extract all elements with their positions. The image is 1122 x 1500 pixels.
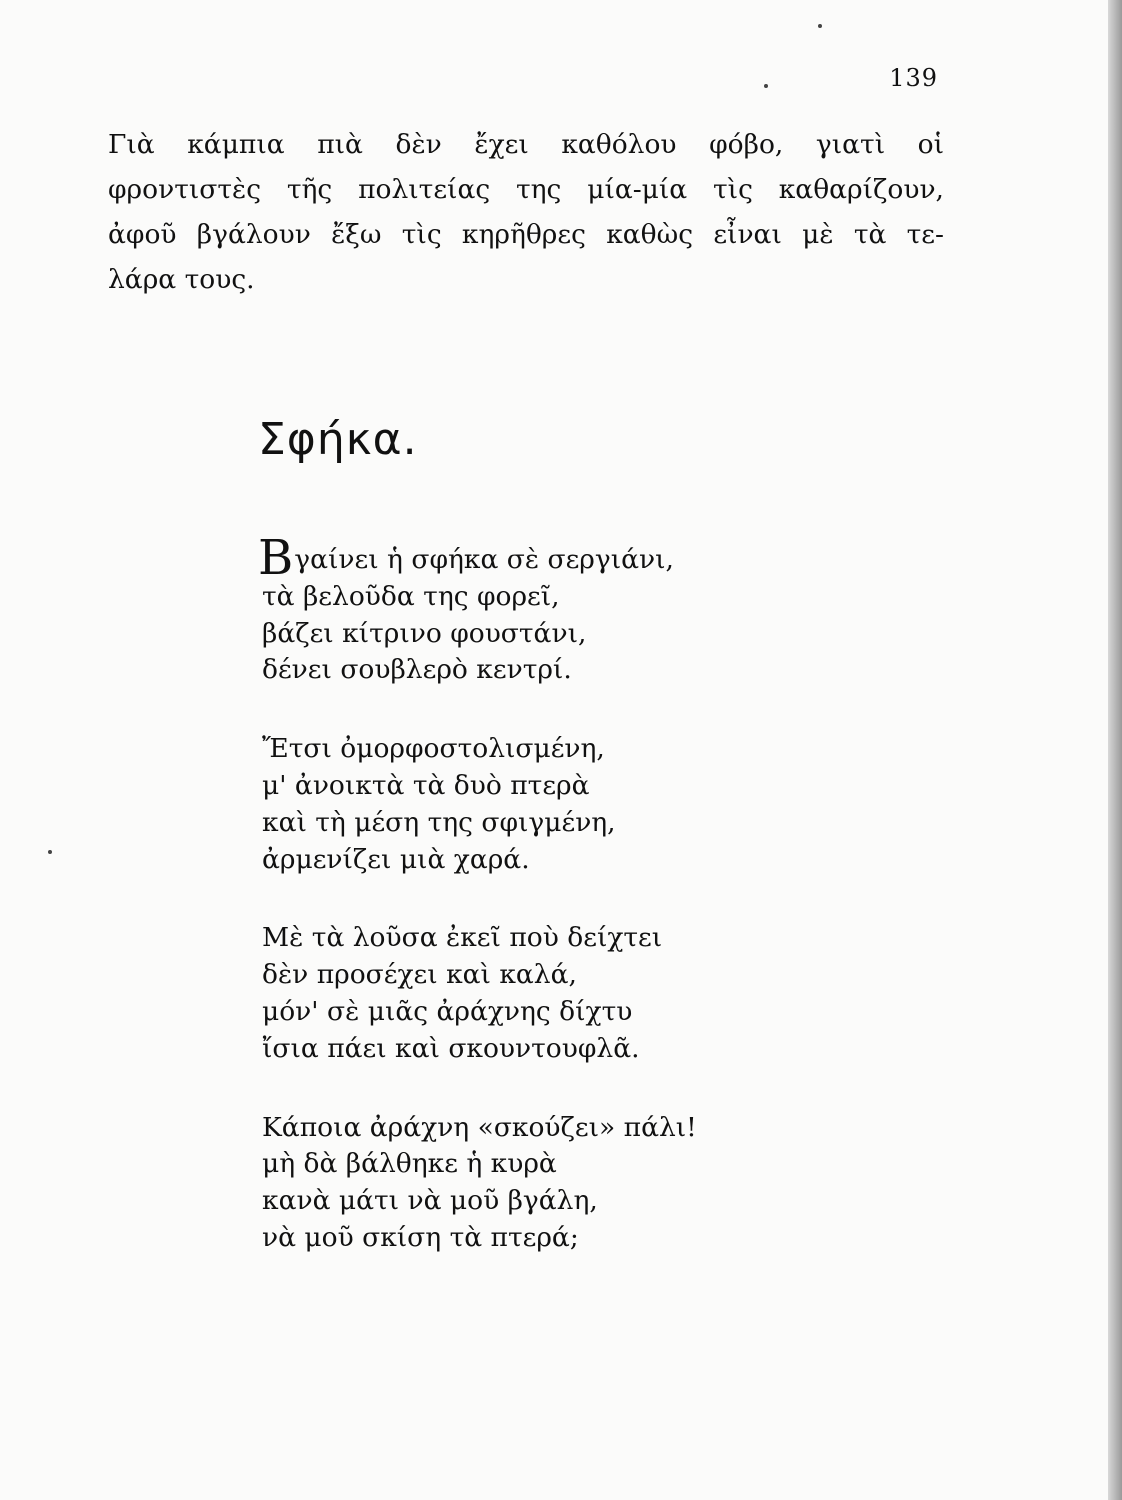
drop-cap: Β <box>258 530 294 586</box>
stanza <box>262 731 697 878</box>
intro-line: φροντιστὲς τῆς πολιτείας της μία-μία τὶς καθαρίζουν, <box>108 174 944 205</box>
stanza <box>258 530 697 689</box>
poem-line: ἴσια πάει καὶ σκουντουφλᾶ. <box>262 1032 640 1064</box>
poem-line: καὶ τὴ μέση της σφιγμένη, <box>262 806 616 838</box>
poem-line: Μὲ τὰ λοῦσα ἐκεῖ ποὺ δείχτει <box>262 922 663 954</box>
poem-line: μ' ἀνοικτὰ τὰ δυὸ πτερὰ <box>262 769 590 801</box>
poem-line-text: γαίνει ἡ σφήκα σὲ σεργιάνι, <box>294 544 674 575</box>
poem-line: μόν' σὲ μιᾶς ἀράχνης δίχτυ <box>262 995 633 1027</box>
intro-line: λάρα τους. <box>108 264 255 295</box>
speck <box>764 84 768 88</box>
page-number: 139 <box>889 64 938 92</box>
poem-line <box>258 530 697 586</box>
intro-paragraph <box>108 122 944 302</box>
stanza <box>262 1110 697 1257</box>
intro-line: ἀφοῦ βγάλουν ἔξω τὶς κηρῆθρες καθὼς εἶναι μὲ τὰ τε- <box>108 219 944 250</box>
poem-line: τὰ βελοῦδα της φορεῖ, <box>262 580 560 612</box>
page-edge <box>1108 0 1122 1500</box>
poem-line: νὰ μοῦ σκίση τὰ πτερά; <box>262 1221 579 1253</box>
stanza <box>262 920 697 1067</box>
poem-title: Σφήκα. <box>258 414 418 465</box>
poem-line: κανὰ μάτι νὰ μοῦ βγάλη, <box>262 1185 598 1217</box>
speck <box>818 24 822 28</box>
poem-line: Ἔτσι ὀμορφοστολισμένη, <box>262 733 605 765</box>
poem-line: Κάποια ἀράχνη «σκούζει» πάλι! <box>262 1111 697 1143</box>
poem-body <box>258 530 697 1299</box>
intro-line: Γιὰ κάμπια πιὰ δὲν ἔχει καθόλου φόβο, γιατὶ οἱ <box>108 129 944 160</box>
speck <box>48 850 52 854</box>
poem-line: δένει σουβλερὸ κεντρί. <box>262 654 572 686</box>
poem-line: μὴ δὰ βάλθηκε ἡ κυρὰ <box>262 1148 557 1180</box>
poem-line: βάζει κίτρινο φουστάνι, <box>262 617 587 649</box>
poem-line: δὲν προσέχει καὶ καλά, <box>262 959 577 991</box>
poem-line: ἀρμενίζει μιὰ χαρά. <box>262 843 530 875</box>
